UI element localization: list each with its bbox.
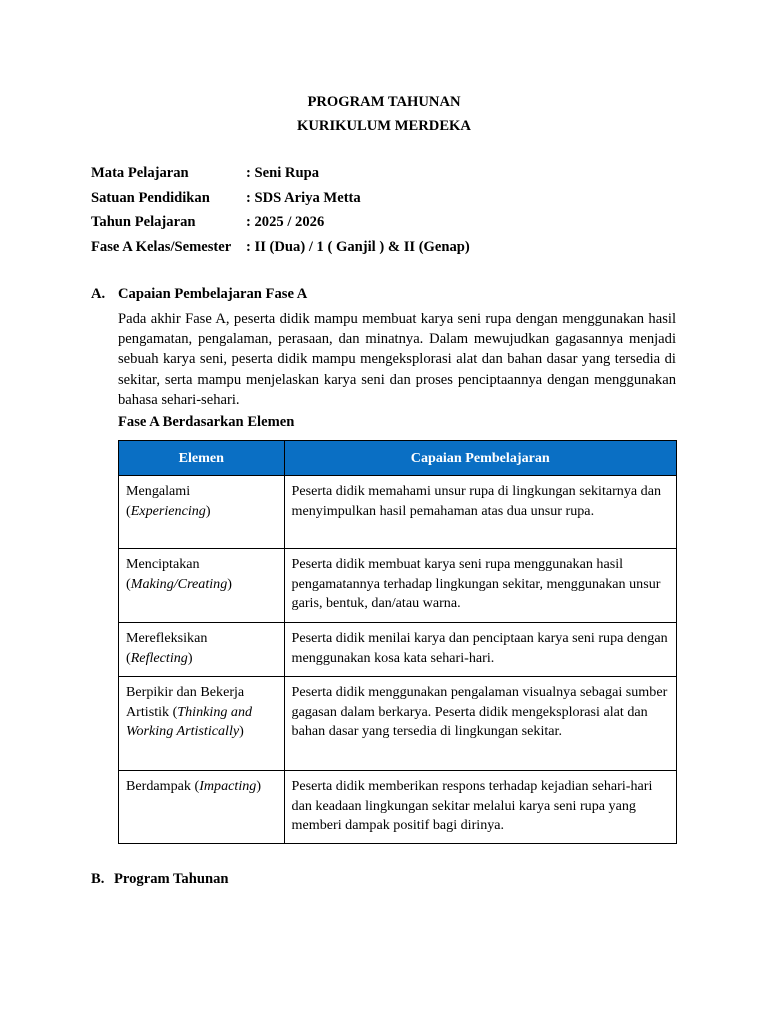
capaian-cell: Peserta didik menggunakan pengalaman visualnya sebagai sumber gagasan dalam berkarya. Peserta didik mengeksplorasi alat dan bahan dasar yang tersedia di lingkungan sekitar. [284,677,676,771]
capaian-cell: Peserta didik memberikan respons terhadap kejadian sehari-hari dan keadaan lingkungan sekitar melalui karya seni rupa yang memberi dampak positif bagi dirinya. [284,771,676,844]
info-value: : 2025 / 2026 [246,214,325,230]
section-title: Capaian Pembelajaran Fase A [118,286,308,302]
info-row-subject [91,163,470,188]
elemen-english-term: Impacting [199,778,257,794]
table-header-row [119,441,677,476]
column-header-capaian: Capaian Pembelajaran [284,441,676,476]
elemen-paren-close: ) [227,575,232,592]
elemen-name: Berpikir dan Bekerja [126,684,245,700]
info-value: : II (Dua) / 1 ( Ganjil ) & II (Genap) [246,238,470,255]
elemen-paren-open: ( [126,502,131,519]
table-caption: Fase A Berdasarkan Elemen [118,414,295,430]
document-title: PROGRAM TAHUNAN [307,94,461,110]
info-row-year [91,212,470,237]
info-label: Satuan Pendidikan [91,189,210,206]
capaian-cell: Peserta didik memahami unsur rupa di lingkungan sekitarnya dan menyimpulkan hasil pemahaman atas dua unsur rupa. [284,476,676,549]
identity-block [91,163,470,261]
info-label: Mata Pelajaran [91,165,189,181]
table-row [119,476,677,549]
elemen-paren-open: ( [190,778,200,794]
elemen-paren-close: ) [205,502,211,519]
elemen-paren-close: ) [256,778,262,794]
info-value: : SDS Ariya Metta [246,189,361,206]
section-b-heading [91,869,229,889]
elemen-name: Berdampak [126,778,191,794]
elemen-english-term: Making/Creating [130,575,228,592]
info-row-school [91,188,470,213]
table-row [119,677,677,771]
section-letter: A. [91,286,106,302]
info-label: Tahun Pelajaran [91,214,196,230]
capaian-cell: Peserta didik membuat karya seni rupa menggunakan hasil pengamatannya terhadap lingkungan sekitar, menggunakan unsur garis, bentuk, dan/atau warna. [284,549,676,623]
elemen-english-term: Reflecting [130,649,188,666]
section-title: Program Tahunan [114,871,229,887]
elemen-english-term: Experiencing [130,502,206,519]
table-row [119,771,677,844]
elemen-paren-close: ) [187,649,193,666]
document-subtitle: KURIKULUM MERDEKA [297,118,471,134]
elemen-paren-close: ) [239,723,244,739]
elemen-cell [119,771,285,844]
info-label: Fase A Kelas/Semester [91,238,232,255]
elemen-cell [119,549,285,623]
elemen-name: Mengalami [126,483,191,499]
capaian-cell: Peserta didik menilai karya dan penciptaan karya seni rupa dengan menggunakan kosa kata sehari-hari. [284,623,676,677]
elemen-cell [119,623,285,677]
elemen-cell [119,677,285,771]
table-row [119,623,677,677]
elemen-paren-open: Artistik ( [126,703,178,720]
section-letter: B. [91,871,105,887]
column-header-elemen: Elemen [119,441,285,476]
elemen-paren-open: ( [126,649,131,666]
elemen-name: Merefleksikan [126,630,208,646]
elemen-paren-open: ( [126,575,131,592]
elemen-table [118,440,677,844]
table-row [119,549,677,623]
info-row-phase [91,237,470,262]
elemen-cell [119,476,285,549]
elemen-name: Menciptakan [126,556,200,572]
info-value: : Seni Rupa [246,165,319,181]
section-a-paragraph: Pada akhir Fase A, peserta didik mampu membuat karya seni rupa dengan menggunakan hasil pengamatan, pengalaman, perasaan, dan minatnya. Dalam mewujudkan gagasannya menjadi sebuah karya seni, peserta didik mampu mengeksplorasi alat dan bahan dasar yang tersedia di sekitar, serta mampu menjelaskan karya seni dan proses penciptaannya dengan menggunakan bahasa sehari-sehari. [118,311,676,408]
section-a-heading [91,284,307,304]
elemen-english-term: Thinking and Working Artistically [126,703,253,739]
